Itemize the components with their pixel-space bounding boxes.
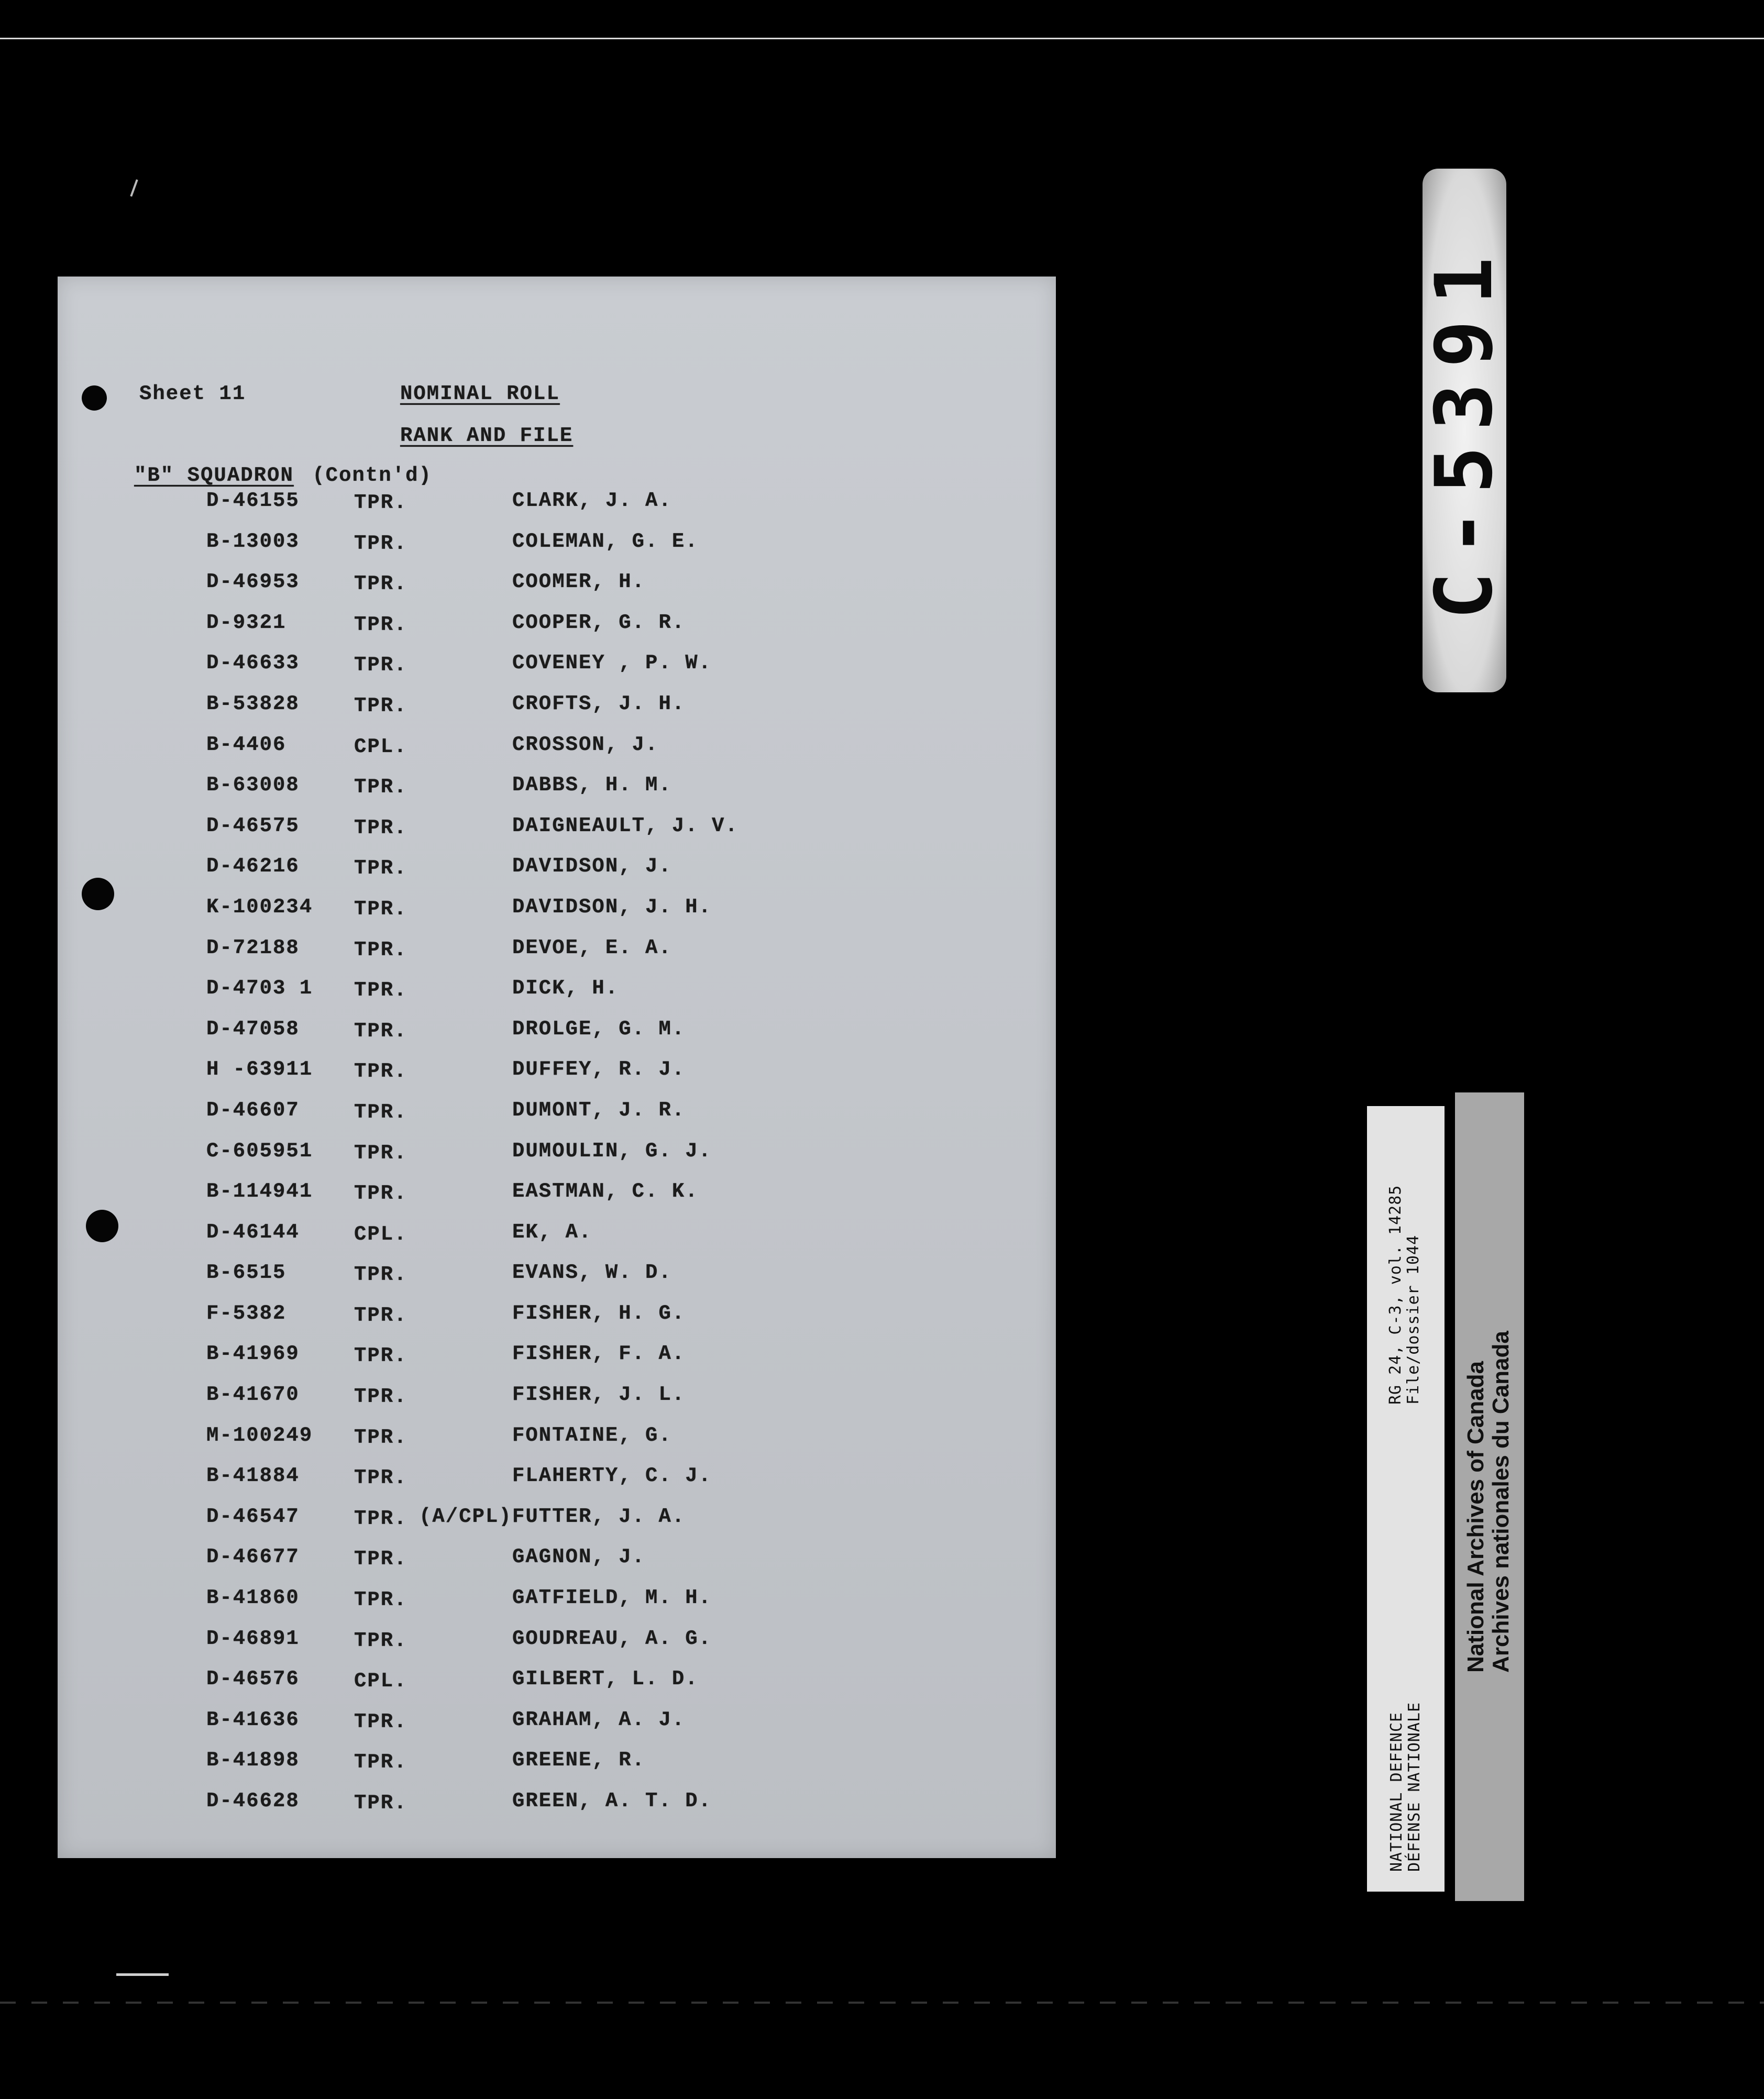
section-heading [134,464,432,487]
service-number: F-5382 [206,1301,286,1325]
rank: TPR. [354,1792,407,1815]
soldier-name: DROLGE, G. M. [512,1017,686,1041]
service-number: B-41898 [206,1749,300,1772]
rank: TPR. [354,776,407,799]
rank: TPR. [354,1303,407,1327]
rank: TPR. [354,1466,407,1490]
rank: TPR. [354,572,407,596]
soldier-name: GREENE, R. [512,1749,646,1772]
service-number: D-46575 [206,814,300,837]
service-number: B-41860 [206,1586,300,1610]
service-number: B-13003 [206,529,300,553]
roster-row [58,1749,1056,1789]
roster-row [58,570,1056,611]
roster-row [58,1383,1056,1424]
roster-row [58,1302,1056,1343]
roster-row [58,936,1056,977]
soldier-name: DUMOULIN, G. J. [512,1139,712,1163]
section-name: "B" SQUADRON [134,464,294,487]
soldier-name: FISHER, J. L. [512,1383,686,1407]
service-number: D-72188 [206,936,300,959]
service-number: D-4703 1 [206,977,313,1000]
archives-line-1: National Archives of Canada [1463,1361,1489,1673]
roster-row [58,1058,1056,1099]
soldier-name: GREEN, A. T. D. [512,1789,712,1813]
archive-reference-label [1367,1106,1445,1892]
soldier-name: DAIGNEAULT, J. V. [512,814,738,837]
roster-row [58,489,1056,530]
punch-hole [82,385,107,411]
soldier-name: COOMER, H. [512,570,646,594]
soldier-name: GAGNON, J. [512,1545,646,1569]
roster-row [58,1180,1056,1221]
reference-line-1: RG 24, C-3, vol. 14285 [1386,1185,1405,1405]
rank: TPR. [354,1710,407,1733]
roster-row [58,814,1056,855]
film-scratch [130,179,138,196]
roster-row [58,1708,1056,1749]
soldier-name: DEVOE, E. A. [512,936,672,959]
reel-number: C-5391 [1419,241,1510,620]
agency-name [1388,1702,1424,1872]
soldier-name: GOUDREAU, A. G. [512,1627,712,1650]
rank: TPR. [354,1019,407,1043]
soldier-name: FISHER, F. A. [512,1342,686,1366]
roster-row [58,1586,1056,1627]
rank: TPR. [354,897,407,921]
roster-row [58,651,1056,692]
rank: TPR. [354,491,407,514]
roster-row [58,1261,1056,1302]
sheet-number: Sheet 11 [139,382,246,405]
rank: TPR. [354,857,407,880]
service-number: H -63911 [206,1058,313,1081]
service-number: D-46155 [206,489,300,512]
service-number: B-4406 [206,733,286,756]
archives-line-2: Archives nationales du Canada [1488,1331,1514,1673]
roster-row [58,733,1056,774]
roster-row [58,1342,1056,1383]
rank: TPR. [354,1100,407,1124]
document-sheet [58,277,1056,1858]
service-number: D-47058 [206,1017,300,1041]
roster-row [58,977,1056,1018]
document-subtitle: RANK AND FILE [400,424,574,447]
rank: TPR. [354,1385,407,1409]
soldier-name: EVANS, W. D. [512,1261,672,1285]
service-number: D-46576 [206,1667,300,1691]
service-number: B-63008 [206,774,300,797]
soldier-name: CROFTS, J. H. [512,692,686,715]
soldier-name: COLEMAN, G. E. [512,529,699,553]
roster-row [58,1018,1056,1058]
roster-row [58,896,1056,936]
rank: TPR. [354,694,407,717]
roster-row [58,1464,1056,1505]
soldier-name: GATFIELD, M. H. [512,1586,712,1610]
service-number: D-46216 [206,855,300,878]
rank: TPR. [354,1426,407,1449]
service-number: B-6515 [206,1261,286,1285]
soldier-name: DUMONT, J. R. [512,1098,686,1122]
roster-row [58,1221,1056,1262]
service-number: B-41636 [206,1708,300,1731]
service-number: D-46628 [206,1789,300,1813]
roster-row [58,692,1056,733]
soldier-name: COVENEY , P. W. [512,651,712,675]
roster-row [58,1140,1056,1180]
soldier-name: FONTAINE, G. [512,1423,672,1447]
soldier-name: FLAHERTY, C. J. [512,1464,712,1488]
rank: TPR. [354,1263,407,1287]
soldier-name: GRAHAM, A. J. [512,1708,686,1731]
service-number: B-41969 [206,1342,300,1366]
rank: TPR. [354,1548,407,1571]
roster-row [58,1545,1056,1586]
service-number: K-100234 [206,895,313,919]
roster-row [58,611,1056,652]
service-number: D-46677 [206,1545,300,1569]
roster-row [58,1667,1056,1708]
agency-line-1: NATIONAL DEFENCE [1387,1712,1406,1872]
service-number: D-46144 [206,1220,300,1244]
service-number: B-114941 [206,1180,313,1203]
rank: TPR. [354,816,407,839]
rank: TPR. [354,1141,407,1165]
film-frame-bottom-edge [0,2002,1764,2004]
service-number: M-100249 [206,1423,313,1447]
record-reference [1387,1185,1423,1405]
soldier-name: DABBS, H. M. [512,774,672,797]
service-number: B-53828 [206,692,300,715]
reel-number-strip [1419,169,1510,692]
soldier-name: CLARK, J. A. [512,489,672,512]
rank: TPR. [354,979,407,1002]
service-number: D-9321 [206,611,286,634]
soldier-name: DUFFEY, R. J. [512,1058,686,1081]
agency-line-2: DÉFENSE NATIONALE [1405,1702,1424,1872]
roster-row [58,1627,1056,1668]
roster-list [58,489,1056,1830]
reference-line-2: File/dossier 1044 [1404,1234,1423,1405]
roster-row [58,1424,1056,1465]
soldier-name: GILBERT, L. D. [512,1667,699,1691]
soldier-name: FISHER, H. G. [512,1301,686,1325]
service-number: B-41884 [206,1464,300,1488]
roster-row [58,530,1056,571]
soldier-name: DAVIDSON, J. H. [512,895,712,919]
soldier-name: DICK, H. [512,977,619,1000]
archives-name [1463,1331,1514,1673]
rank: TPR. [354,1507,407,1530]
rank: TPR. [354,654,407,677]
rank: TPR. [354,1060,407,1084]
film-mark [116,1973,169,1976]
archives-stamp-label [1455,1092,1524,1901]
rank: TPR. [354,938,407,962]
rank: TPR. [354,532,407,555]
service-number: D-46547 [206,1505,300,1528]
service-number: D-46607 [206,1098,300,1122]
rank: CPL. [354,1670,407,1693]
roster-row [58,855,1056,896]
document-title: NOMINAL ROLL [400,382,560,405]
rank: TPR. [354,1629,407,1652]
rank: CPL. [354,1222,407,1246]
service-number: D-46633 [206,651,300,675]
service-number: B-41670 [206,1383,300,1407]
soldier-name: EK, A. [512,1220,592,1244]
rank: TPR. [354,1588,407,1612]
roster-row [58,1789,1056,1830]
roster-row [58,774,1056,814]
soldier-name: COOPER, G. R. [512,611,686,634]
soldier-name: EASTMAN, C. K. [512,1180,699,1203]
soldier-name: CROSSON, J. [512,733,659,756]
roster-row [58,1505,1056,1546]
service-number: D-46891 [206,1627,300,1650]
rank: TPR. [354,1182,407,1206]
soldier-name: FUTTER, J. A. [512,1505,686,1528]
film-frame-top-edge [0,38,1764,39]
section-note: (Contn'd) [312,464,432,487]
rank: TPR. [354,1751,407,1774]
soldier-name: DAVIDSON, J. [512,855,672,878]
roster-row [58,1099,1056,1140]
service-number: C-605951 [206,1139,313,1163]
rank: TPR. [354,613,407,636]
rank: CPL. [354,735,407,758]
rank-note: (A/CPL) [419,1505,512,1528]
service-number: D-46953 [206,570,300,594]
rank: TPR. [354,1344,407,1368]
